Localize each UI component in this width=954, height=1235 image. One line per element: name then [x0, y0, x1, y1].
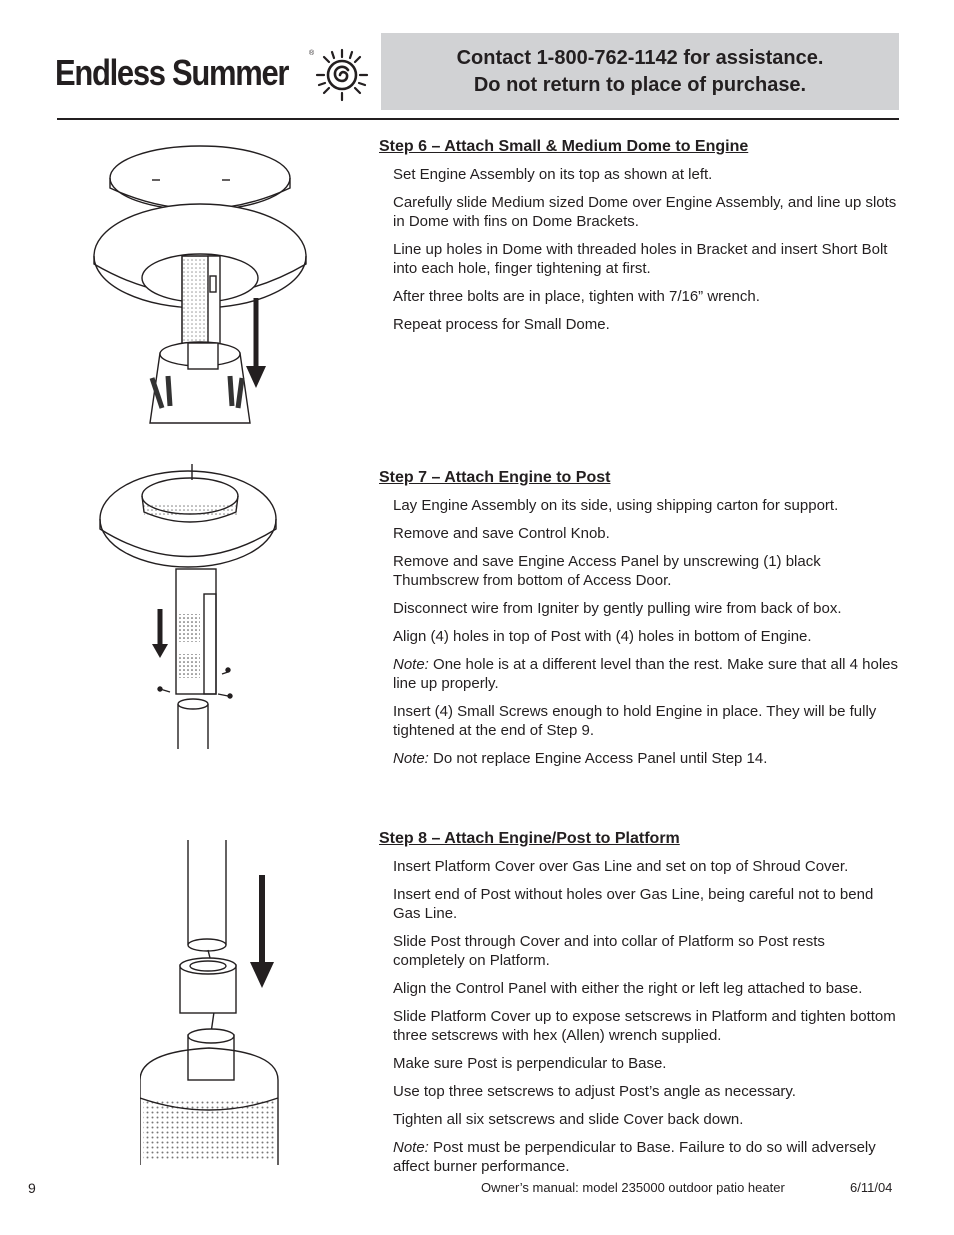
brand-logo: [55, 38, 375, 108]
step-7-note-1: [393, 655, 899, 693]
post-platform-illustration: [140, 840, 290, 1165]
step-6-text-3: Line up holes in Dome with threaded holes in Bracket and insert Short Bolt into each hole, finger tightening at first.: [393, 241, 888, 277]
step-8-text-2: Insert end of Post without holes over Gas Line, being careful not to bend Gas Line.: [393, 886, 874, 922]
step-6-title: Step 6 – Attach Small & Medium Dome to Engine: [379, 138, 749, 155]
step-7: [379, 468, 899, 777]
step-8-title: Step 8 – Attach Engine/Post to Platform: [379, 830, 680, 847]
step-6-text-2: Carefully slide Medium sized Dome over Engine Assembly, and line up slots in Dome with fins on Dome Brackets.: [393, 194, 897, 230]
step-6: [379, 137, 899, 343]
step-8-text-3: Slide Post through Cover and into collar of Platform so Post rests completely on Platform.: [393, 933, 825, 969]
step-6-text-5: Repeat process for Small Dome.: [393, 316, 610, 333]
step-7-text-2: Remove and save Control Knob.: [393, 525, 610, 542]
sun-icon: [313, 46, 371, 104]
step-7-text-4: Disconnect wire from Igniter by gently pulling wire from back of box.: [393, 600, 842, 617]
step-7-title: Step 7 – Attach Engine to Post: [379, 469, 611, 486]
step-7-note-2: [393, 749, 899, 768]
step-8-text-1: Insert Platform Cover over Gas Line and set on top of Shroud Cover.: [393, 858, 849, 875]
step-8-text-4: Align the Control Panel with either the right or left leg attached to base.: [393, 980, 863, 997]
arrow-down-icon: [246, 298, 266, 388]
step-6-text-1: Set Engine Assembly on its top as shown at left.: [393, 166, 713, 183]
step-6-text-4: After three bolts are in place, tighten with 7/16” wrench.: [393, 288, 760, 305]
note-text: One hole is at a different level than the rest. Make sure that all 4 holes line up properly.: [393, 656, 899, 692]
contact-banner: [381, 33, 899, 110]
arrow-down-icon: [250, 875, 274, 988]
step-8-text-5: Slide Platform Cover up to expose setscrews in Platform and tighten bottom three setscrews with hex (Allen) wrench supplied.: [393, 1008, 896, 1044]
logo-registered-mark: ®: [309, 50, 315, 57]
note-text: Do not replace Engine Access Panel until Step 14.: [428, 750, 768, 767]
arrow-down-icon: [152, 609, 168, 658]
note-label: Note:: [393, 656, 429, 673]
manual-title: Owner’s manual: model 235000 outdoor patio heater: [481, 1180, 785, 1195]
note-text: Post must be perpendicular to Base. Failure to do so will adversely affect burner performance.: [393, 1139, 876, 1175]
dome-assembly-illustration: [90, 138, 310, 428]
header-divider: [57, 118, 899, 120]
manual-date: 6/11/04: [850, 1180, 893, 1195]
step-8: [379, 829, 899, 1185]
contact-line-2: Do not return to place of purchase.: [473, 73, 807, 96]
step-7-text-7: Insert (4) Small Screws enough to hold Engine in place. They will be fully tightened at the end of Step 9.: [393, 703, 877, 739]
logo-text: Endless Summer: [55, 52, 289, 93]
page-number: 9: [28, 1180, 36, 1196]
step-7-text-3: Remove and save Engine Access Panel by unscrewing (1) black Thumbscrew from bottom of Access Door.: [393, 553, 821, 589]
contact-line-1: Contact 1-800-762-1142 for assistance.: [456, 46, 824, 69]
step-7-text-5: Align (4) holes in top of Post with (4) holes in bottom of Engine.: [393, 628, 812, 645]
step-8-text-6: Make sure Post is perpendicular to Base.: [393, 1055, 667, 1072]
step-7-text-1: Lay Engine Assembly on its side, using shipping carton for support.: [393, 497, 839, 514]
note-label: Note:: [393, 750, 429, 767]
note-label: Note:: [393, 1139, 429, 1156]
step-8-note-1: [393, 1138, 899, 1176]
engine-post-illustration: [98, 464, 278, 749]
step-8-text-8: Tighten all six setscrews and slide Cover back down.: [393, 1111, 744, 1128]
step-8-text-7: Use top three setscrews to adjust Post’s angle as necessary.: [393, 1083, 796, 1100]
